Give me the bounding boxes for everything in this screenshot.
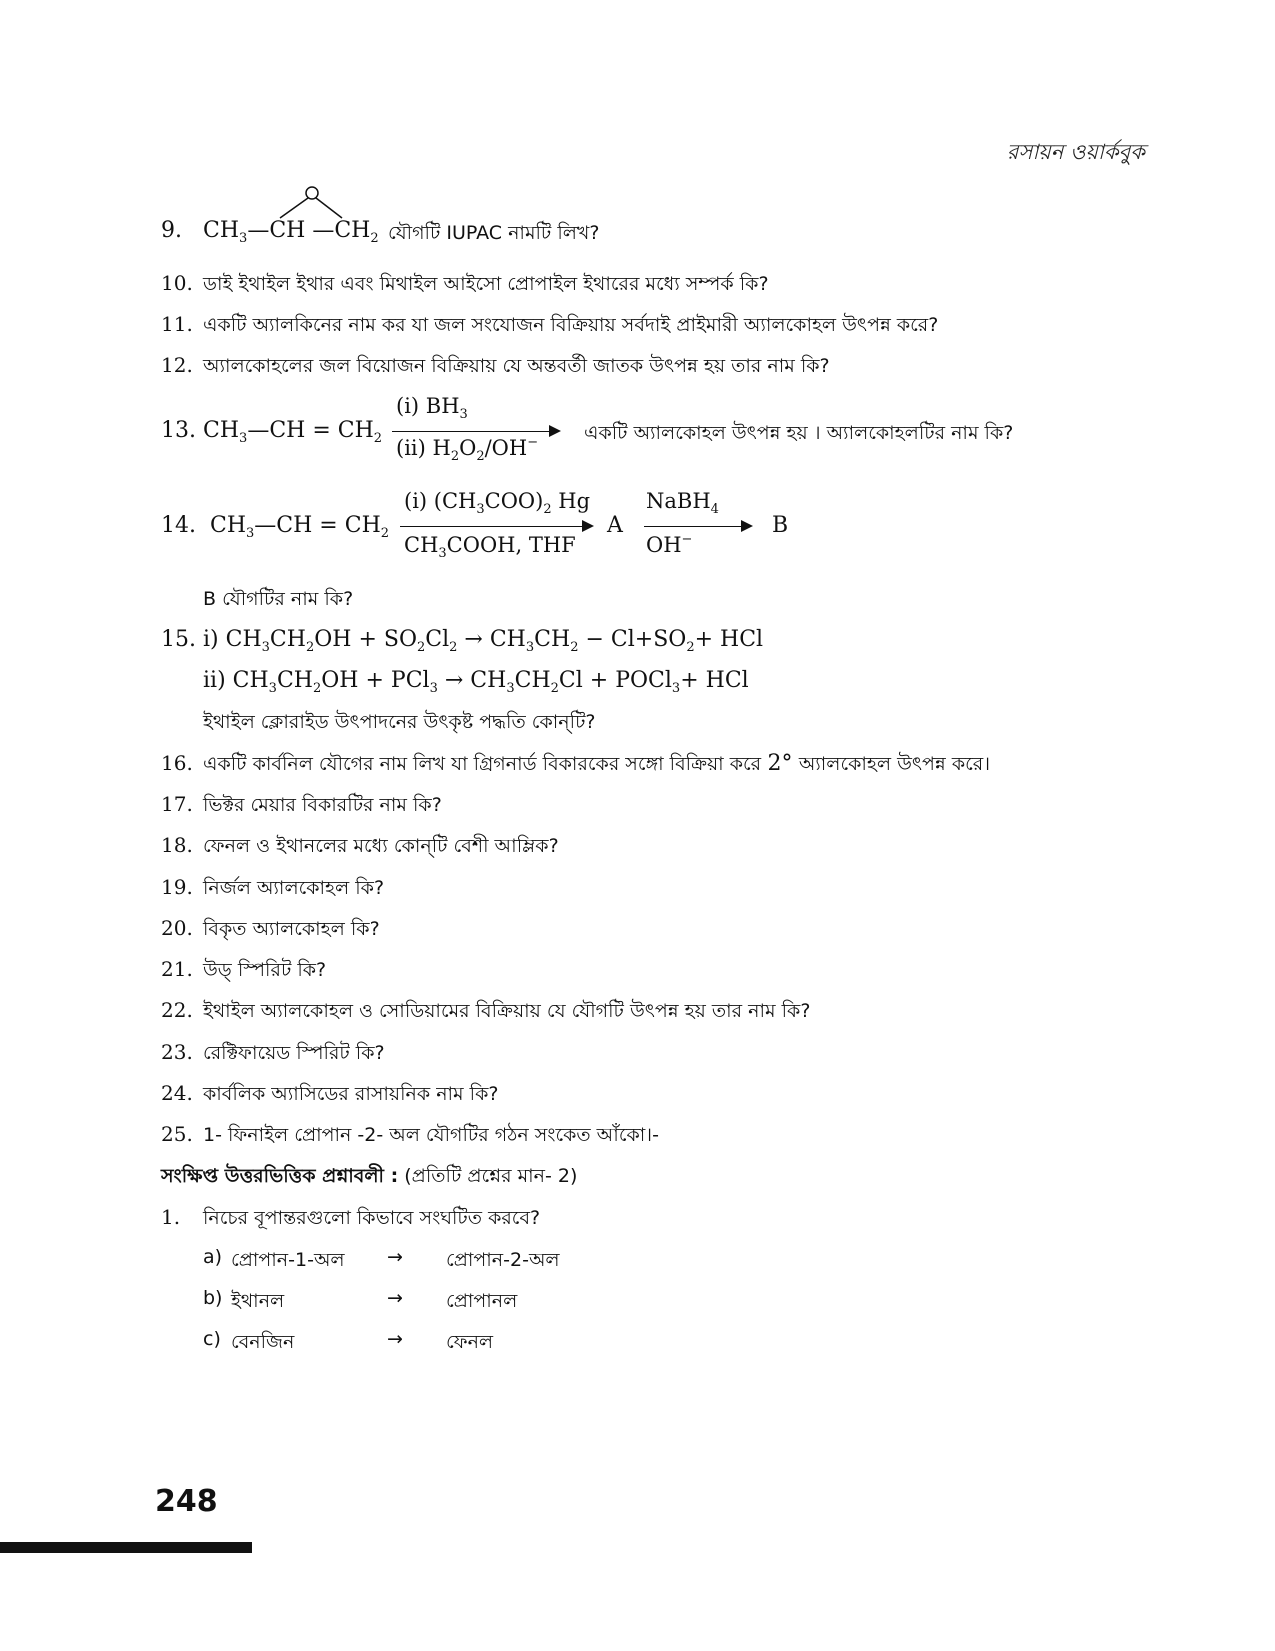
- oxygen-atom: [306, 187, 318, 199]
- workbook-page: রসায়ন ওয়ার্কবুক 9. $CH_3—CH$ $—CH_2$ যৌগটি IUPAC নামটি লিখ? 10. ডাই ইথাইল ইথার এবং মিথাইল আইসো প্রোপাইল ইথারের মধ্যে সম্পর্ক কি? 11. একটি অ্যালকিনের নাম কর যা জল সংযোজন বিক্রিয়ায় সর্বদাই প্রাইমারী অ্যালকোহল উৎপন্ন করে? 12. অ্যালকোহলের জল বিয়োজন বিক্রিয়ায় যে অন্তবর্তী জাতক উৎপন্ন হয় তার নাম কি? 13. $CH_3—CH = CH_2$ (i) $BH_3$ (ii) $H_2O_2/OH^-$ একটি অ্যালকোহল উৎপন্ন হয় । অ্যালকোহলটির নাম কি? 14. $CH_3—CH = CH_2$ (i) $(CH_3COO)_2$ Hg $CH_3COOH$, THF A NaBH$_4$ OH− B B যৌগটির নাম কি? 15. i) $CH_3CH_2OH + SO_2Cl_2 \to CH_3CH_2 - Cl+SO_2+$ HCl ii) $CH_3CH_2OH + PCl_3 \to CH_3CH_2Cl$ + POCl$_3$+ HCl ইথাইল ক্লোরাইড উৎপাদনের উৎকৃষ্ট পদ্ধতি কোন্‌টি? 16. একটি কার্বনিল যৌগের নাম লিখ যা গ্রিগনার্ড বিকারকের সঙ্গো বিক্রিয়া করে 2° অ্যালকোহল উৎপন্ন করে। 17. ভিক্টর মেয়ার বিকারটির নাম কি? 18. ফেনল ও ইথানলের মধ্যে কোন্‌টি বেশী আম্লিক? 19. নির্জল অ্যালকোহল কি? 20. বিকৃত অ্যালকোহল কি? 21. উড্ স্পিরিট কি? 22. ইথাইল অ্যালকোহল ও সোডিয়ামের বিক্রিয়ায় যে যৌগটি উৎপন্ন হয় তার নাম কি? 23. রেক্টিফায়েড স্পিরিট কি? 24. কার্বলিক অ্যাসিডের রাসায়নিক নাম কি? 25. 1- ফিনাইল প্রোপান -2- অল যৌগটির গঠন সংকেত আঁকো।- সংক্ষিপ্ত উত্তরভিত্তিক প্রশ্নাবলী : (প্রতিটি প্রশ্নের মান- 2) 1. নিচের বূপান্তরগুলো কিভাবে সংঘটিত করবে? a) প্রোপান-1-অল → প্রোপান-2-অল b) ইথানল → প্রোপানল c) বেনজিন → ফেনল 248: [0, 0, 1275, 1651]
- question-16: 16. একটি কার্বনিল যৌগের নাম লিখ যা গ্রিগনার্ড বিকারকের সঙ্গো বিক্রিয়া করে 2° অ্যালকোহল উৎপন্ন করে।: [161, 751, 990, 776]
- question-12: 12. অ্যালকোহলের জল বিয়োজন বিক্রিয়ায় যে অন্তবর্তী জাতক উৎপন্ন হয় তার নাম কি?: [161, 353, 830, 377]
- question-text: নির্জল অ্যালকোহল কি?: [203, 877, 385, 899]
- product-b: B: [772, 513, 789, 538]
- question-text: ইথাইল অ্যালকোহল ও সোডিয়ামের বিক্রিয়ায় যে যৌগটি উৎপন্ন হয় তার নাম কি?: [203, 1000, 811, 1022]
- arrowhead: [549, 425, 561, 437]
- question-17: 17. ভিক্টর মেয়ার বিকারটির নাম কি?: [161, 792, 442, 816]
- footer-bar: [0, 1542, 252, 1553]
- product-a: A: [607, 513, 623, 538]
- question-text: একটি অ্যালকিনের নাম কর যা জল সংযোজন বিক্রিয়ায় সর্বদাই প্রাইমারী অ্যালকোহল উৎপন্ন করে?: [203, 314, 939, 336]
- section-marks: (প্রতিটি প্রশ্নের মান- 2): [404, 1165, 578, 1187]
- bond-left: [280, 198, 308, 218]
- reaction-arrow-2: [644, 489, 754, 561]
- question-18: 18. ফেনল ও ইথানলের মধ্যে কোন্‌টি বেশী আম্লিক?: [161, 833, 559, 857]
- reagent-above: NaBH$_4$: [646, 489, 719, 517]
- question-text: রেক্টিফায়েড স্পিরিট কি?: [203, 1042, 385, 1064]
- reaction-arrow-1: [400, 489, 600, 561]
- question-text: ভিক্টর মেয়ার বিকারটির নাম কি?: [203, 794, 442, 816]
- question-22: 22. ইথাইল অ্যালকোহল ও সোডিয়ামের বিক্রিয়ায় যে যৌগটি উৎপন্ন হয় তার নাম কি?: [161, 998, 811, 1022]
- reagent-below: (ii) $H_2O_2/OH^-$: [396, 435, 539, 464]
- section-heading: [161, 1162, 577, 1194]
- question-text: যৌগটি IUPAC নামটি লিখ?: [388, 222, 600, 244]
- section-title: সংক্ষিপ্ত উত্তরভিত্তিক প্রশ্নাবলী :: [161, 1165, 399, 1187]
- arrow-icon: →: [387, 1328, 403, 1350]
- reagent-above: (i) $(CH_3COO)_2$ Hg: [404, 489, 591, 517]
- question-24: 24. কার্বলিক অ্যাসিডের রাসায়নিক নাম কি?: [161, 1081, 499, 1105]
- question-11: 11. একটি অ্যালকিনের নাম কর যা জল সংযোজন বিক্রিয়ায় সর্বদাই প্রাইমারী অ্যালকোহল উৎপন্ন করে?: [161, 312, 939, 336]
- reagent-below: $CH_3COOH$, THF: [404, 533, 576, 561]
- question-text: ফেনল ও ইথানলের মধ্যে কোন্‌টি বেশী আম্লিক?: [203, 835, 559, 857]
- question-23: 23. রেক্টিফায়েড স্পিরিট কি?: [161, 1040, 385, 1064]
- arrowhead: [741, 520, 753, 532]
- short-question-1: 1. নিচের বূপান্তরগুলো কিভাবে সংঘটিত করবে?: [161, 1205, 541, 1229]
- page-number: 248: [155, 1484, 218, 1519]
- question-10: 10. ডাই ইথাইল ইথার এবং মিথাইল আইসো প্রোপাইল ইথারের মধ্যে সম্পর্ক কি?: [161, 271, 769, 295]
- running-header: রসায়ন ওয়ার্কবুক: [1006, 140, 1145, 164]
- question-text: কার্বলিক অ্যাসিডের রাসায়নিক নাম কি?: [203, 1083, 499, 1105]
- question-19: 19. নির্জল অ্যালকোহল কি?: [161, 875, 385, 899]
- epoxide-ring-diagram: [270, 184, 360, 220]
- question-text: 1- ফিনাইল প্রোপান -2- অল যৌগটির গঠন সংকেত আঁকো।-: [203, 1124, 659, 1146]
- reagent-below: OH−: [646, 532, 693, 557]
- question-text: বিকৃত অ্যালকোহল কি?: [203, 918, 380, 940]
- bond-right: [316, 198, 342, 218]
- arrowhead: [582, 520, 594, 532]
- reagent-above: (i) $BH_3$: [396, 394, 468, 422]
- question-followup: ইথাইল ক্লোরাইড উৎপাদনের উৎকৃষ্ট পদ্ধতি কোন্‌টি?: [203, 711, 596, 733]
- arrow-icon: →: [387, 1287, 403, 1309]
- question-text: উড্ স্পিরিট কি?: [203, 959, 327, 981]
- question-text: অ্যালকোহলের জল বিয়োজন বিক্রিয়ায় যে অন্তবর্তী জাতক উৎপন্ন হয় তার নাম কি?: [203, 355, 830, 377]
- reaction-arrow: [392, 394, 572, 464]
- question-21: 21. উড্ স্পিরিট কি?: [161, 957, 327, 981]
- question-25: 25. 1- ফিনাইল প্রোপান -2- অল যৌগটির গঠন সংকেত আঁকো।-: [161, 1122, 659, 1146]
- question-text: নিচের বূপান্তরগুলো কিভাবে সংঘটিত করবে?: [203, 1207, 541, 1229]
- question-followup: B যৌগটির নাম কি?: [203, 588, 354, 610]
- question-20: 20. বিকৃত অ্যালকোহল কি?: [161, 916, 380, 940]
- arrow-icon: →: [387, 1246, 403, 1268]
- question-text: একটি অ্যালকোহল উৎপন্ন হয় । অ্যালকোহলটির নাম কি?: [584, 422, 1014, 444]
- question-text: ডাই ইথাইল ইথার এবং মিথাইল আইসো প্রোপাইল ইথারের মধ্যে সম্পর্ক কি?: [203, 273, 769, 295]
